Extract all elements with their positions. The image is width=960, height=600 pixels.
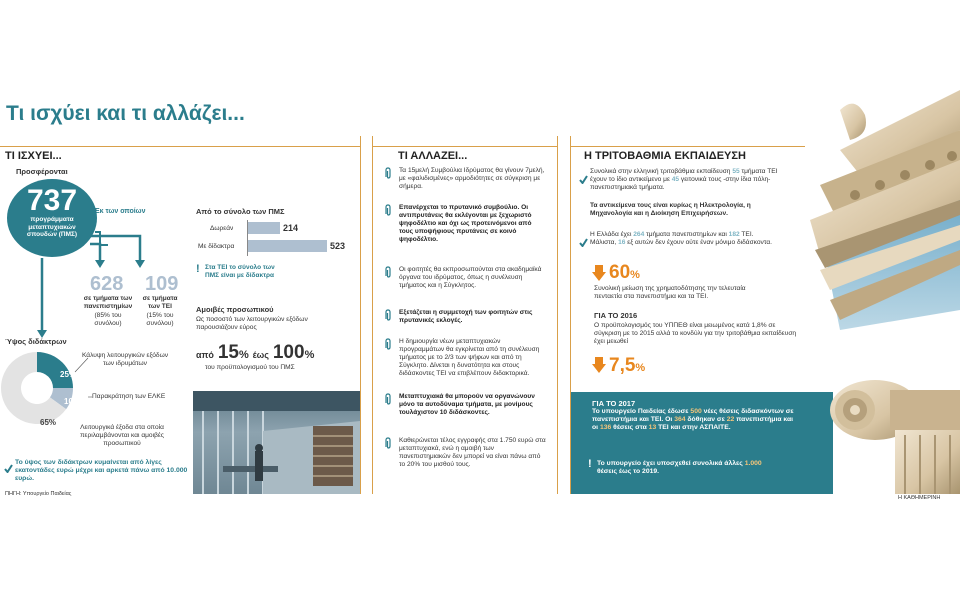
staff-desc: Ως ποσοστό των λειτουργικών εξόδων παρουσιάζουν εύρος [196, 316, 308, 331]
y2017-n1: 500 [690, 408, 702, 415]
promise-b: θέσεις έως το 2019. [597, 468, 660, 476]
drop2-pct: % [635, 362, 646, 374]
p3-b: τμήματα πανεπιστημίων και [644, 231, 729, 238]
check-icon [579, 234, 588, 243]
p3-a: Η Ελλάδα έχει [590, 231, 634, 238]
bar-value-fee: 523 [330, 241, 346, 251]
total-number: 737 [26, 184, 78, 217]
drop1-value: 60 [609, 262, 631, 283]
change-item-text: Τα 15μελή Συμβούλια Ιδρύματος θα γίνουν 7μελή, με «φαλιδισμένες» αρμοδιότητες σε σύγκριση με σήμερα. [399, 167, 545, 190]
exclaim-icon: ! [196, 263, 200, 275]
check-icon [4, 460, 13, 469]
departments-text [590, 231, 775, 247]
range-sub: του προϋπολογισμού του ΠΜΣ [205, 364, 295, 371]
y2017-e: θέσεις στα [611, 424, 649, 432]
range-high: 100 [272, 342, 305, 363]
staff-heading: Αμοιβές προσωπικού [196, 305, 274, 314]
promise-text [597, 460, 767, 476]
paperclip-icon [383, 266, 395, 278]
left-side-rule [360, 136, 361, 494]
bars-heading: Από το σύνολο των ΠΜΣ [196, 207, 285, 216]
paperclip-icon [383, 309, 395, 321]
uni-number: 628 [90, 273, 124, 295]
tei-desc: σε τμήματα των ΤΕΙ [142, 295, 178, 310]
tei-overlap-text [590, 168, 790, 192]
paperclip-icon [383, 437, 395, 449]
range-pct-2: % [304, 349, 315, 361]
ionic-column-illustration [780, 90, 960, 494]
p3-d: εξ αυτών δεν έχουν ούτε έναν μόνιμο διδάσκοντα. [625, 239, 772, 246]
change-item-text: Μεταπτυχιακά θα μπορούν να οργανώνουν μόνο τα αυτοδύναμα τμήματα, με μονίμους τουλάχιστον 10 διδάσκοντες. [399, 393, 535, 416]
drop-60 [609, 262, 640, 284]
y2017-b: νέες θέσεις διδασκόντων σε πανεπιστήμια και ΤΕΙ. Οι [592, 408, 794, 424]
staff-range [196, 342, 314, 364]
p1-n1: 55 [732, 168, 740, 175]
subjects-text: Τα αντικείμενα τους είναι κυρίως η Ηλεκτρολογία, η Μηχανολογία και η Διοίκηση Επιχειρήσεων. [590, 202, 751, 217]
y2017-n2: 364 [674, 416, 686, 424]
credit-label: Η ΚΑΘΗΜΕΡΙΝΗ [898, 495, 941, 501]
fees-heading: Ύψος διδάκτρων [5, 337, 67, 346]
fees-note: Το ύψος των διδάκτρων κυμαίνεται από λίγες εκατοντάδες ευρώ μέχρι και αρκετά πάνω από 10.000 ευρώ. [15, 459, 188, 482]
range-from: από [196, 350, 214, 360]
left-top-rule [0, 146, 360, 147]
bar-axis [247, 220, 248, 256]
y2017-a: Το υπουργείο Παιδείας έδωσε [592, 408, 691, 415]
tei-pct: (15% του συνόλου) [146, 312, 174, 327]
paperclip-icon [383, 204, 395, 216]
source-label: ΠΗΓΗ: Υπουργείο Παιδείας [5, 491, 72, 497]
p1-n2: 45 [671, 176, 680, 183]
right-heading: Η ΤΡΙΤΟΒΑΘΜΙΑ ΕΚΠΑΙΔΕΥΣΗ [584, 150, 746, 162]
year-2017: ΓΙΑ ΤΟ 2017 [592, 399, 636, 408]
p1-b: τμήματα ΤΕΙ έχουν το ίδιο αντικείμενο με [590, 168, 778, 183]
uni-desc: σε τμήματα των πανεπιστημίων [83, 295, 133, 310]
down-arrow-icon [592, 265, 606, 281]
year-2016-desc: Ο προϋπολογισμός του ΥΠΠΕΘ είναι μειωμένος κατά 1,8% σε σύγκριση με το 2015 αλλά το κονδύλι για την τριτοβάθμια εκπαίδευση έχει μειωθεί [594, 322, 797, 345]
p3-n1: 264 [633, 231, 645, 238]
arrow-head-uni [95, 260, 105, 268]
promise-n: 1.000 [744, 460, 762, 467]
donut-label-10: 10% [64, 397, 81, 406]
tei-note: Στα ΤΕΙ το σύνολο των ΠΜΣ είναι με δίδακτρα [205, 264, 275, 279]
bar-label-fee: Με δίδακτρα [198, 243, 235, 250]
donut-desc-2: Παρακράτηση των ΕΛΚΕ [92, 393, 166, 400]
y2017-n4: 136 [599, 424, 612, 432]
change-item-text: Η δημιουργία νέων μεταπτυχιακών προγραμμάτων θα εγκρίνεται από τη συνέλευση τμήματος με το 2/3 των ψήφων και από τη Σύγκλητο. Δίνεται η δυνατότητα και στους διδάσκοντες ΤΕΙ να επιβλέπουν διδακτορικά. [399, 338, 540, 377]
total-desc: προγράμματα μεταπτυχιακών σπουδών (ΠΜΣ) [26, 216, 78, 238]
year-2017-desc [592, 408, 797, 433]
donut-desc-3: Λειτουργικά έξοδα στα οποία περιλαμβάνονται και αμοιβές προσωπικού [80, 424, 164, 447]
p1-a: Συνολικά στην ελληνική τριτοβάθμια εκπαίδευση [590, 168, 733, 175]
fees-donut [0, 348, 75, 428]
exclaim-icon: ! [588, 458, 592, 470]
of-which-label: Εκ των οποίων [95, 208, 146, 215]
change-item-text: Εξετάζεται η συμμετοχή των φοιτητών στις πρυτανικές εκλογές. [399, 309, 533, 324]
donut-label-25: 25% [60, 370, 77, 379]
y2017-n3: 22 [726, 416, 735, 424]
tei-number: 109 [145, 273, 179, 295]
paperclip-icon [383, 167, 395, 179]
promise-a: Το υπουργείο έχει υποσχεθεί συνολικά άλλες [597, 460, 745, 467]
year-2016: ΓΙΑ ΤΟ 2016 [594, 311, 638, 320]
arrow-head-tei [135, 260, 145, 268]
paperclip-icon [383, 338, 395, 350]
bar-value-free: 214 [283, 223, 299, 233]
mid-left-rule [372, 136, 373, 494]
mid-right-rule [557, 136, 558, 494]
drop2-value: 7,5 [609, 355, 636, 376]
offered-label: Προσφέρονται [16, 167, 68, 176]
uni-pct: (85% του συνόλου) [94, 312, 122, 327]
drop1-desc: Συνολική μείωση της χρηματοδότησης την τελευταία πενταετία στα πανεπιστήμια και τα ΤΕΙ. [594, 285, 746, 300]
down-arrow-icon [592, 357, 606, 373]
range-to: έως [252, 350, 269, 360]
y2017-d: πανεπιστήμια και οι [592, 416, 794, 432]
p3-n3: 16 [618, 239, 626, 246]
library-illustration [193, 391, 360, 494]
mid-top-rule [372, 146, 557, 147]
arrow-to-tei [90, 236, 140, 260]
paperclip-icon [383, 393, 395, 405]
bar-with-fees [247, 240, 327, 252]
library-photo [193, 391, 360, 494]
p3-c: ΤΕΙ. Μάλιστα, [590, 231, 754, 246]
bar-free [247, 222, 280, 234]
middle-heading: ΤΙ ΑΛΛΑΖΕΙ... [398, 150, 468, 162]
y2017-c: δόθηκαν σε [685, 416, 727, 424]
drop1-pct: % [630, 269, 640, 281]
left-heading: ΤΙ ΙΣΧΥΕΙ... [5, 150, 62, 162]
bar-label-free: Δωρεάν [210, 225, 234, 232]
arrow-to-uni [90, 244, 100, 260]
range-low: 15 [217, 342, 239, 363]
page-title: Τι ισχύει και τι αλλάζει... [6, 102, 245, 125]
p3-n2: 182 [728, 231, 740, 238]
y2017-f: ΤΕΙ και στην ΑΣΠΑΙΤΕ. [656, 424, 731, 432]
check-icon [579, 171, 588, 180]
change-item-text: Οι φοιτητές θα εκπροσωπούνται στα ακαδημαϊκά όργανα του ιδρύματος, όπως η συνέλευση τμήματος και η Σύγκλητος. [399, 266, 542, 289]
y2017-n5: 13 [648, 424, 657, 432]
range-pct-1: % [238, 349, 249, 361]
p1-c: γειτονικά τους -στην ίδια πόλη- πανεπιστημιακά τμήματα. [590, 176, 771, 191]
change-item-text: Επανέρχεται το πρυτανικό συμβούλιο. Οι αντιπρυτάνεις θα εκλέγονται με ξεχωριστό ψηφοδέλτιο και όχι ως προτεινόμενοι από τους υποψήφιους πρυτάνεις σε κοινό ψηφοδέλτιο. [399, 204, 532, 243]
donut-desc-1: Κάλυψη λειτουργικών εξόδων των ιδρυμάτων [81, 352, 169, 367]
change-item-text: Καθιερώνεται τέλος εγγραφής στα 1.750 ευρώ στα μεταπτυχιακά, ενώ η αμοιβή των πανεπιστημιακών δεν μπορεί να είναι πάνω από το 20% του μισθού τους. [399, 437, 546, 468]
right-top-rule [570, 146, 805, 147]
drop-7-5 [609, 355, 645, 377]
donut-label-65: 65% [40, 418, 57, 427]
